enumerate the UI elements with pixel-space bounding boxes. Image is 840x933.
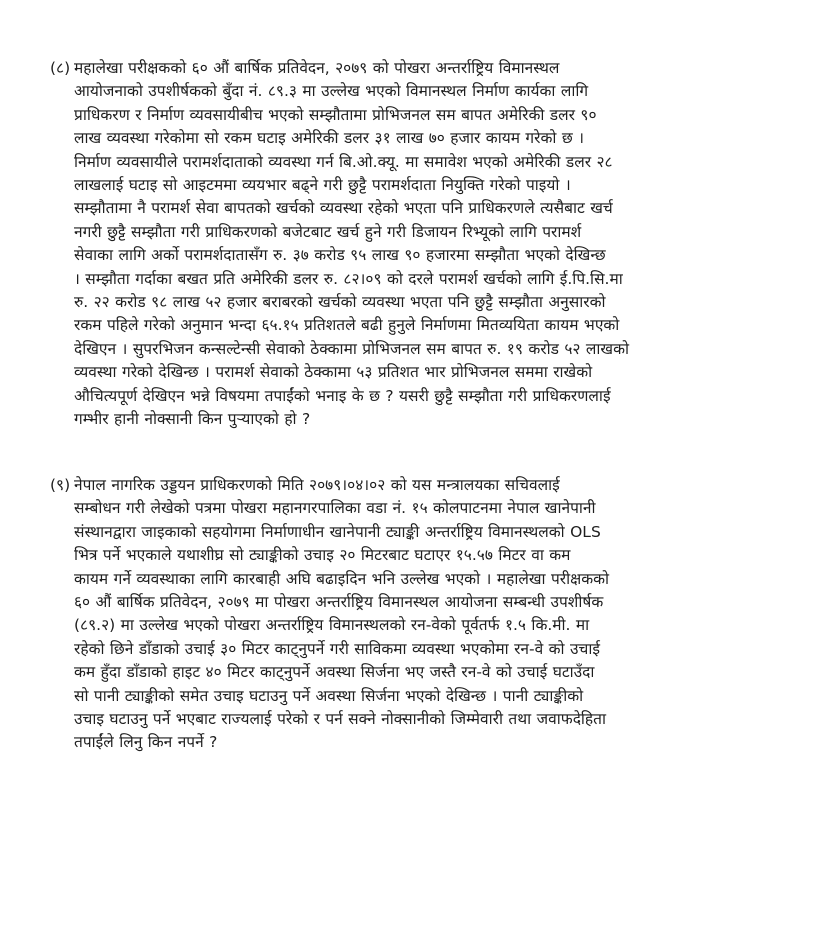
item-body	[74, 57, 795, 432]
text-line: सम्झौतामा नै परामर्श सेवा बापतको खर्चको व्यवस्था रहेको भएता पनि प्राधिकरणले त्यसैबाट खर्च	[74, 199, 613, 218]
text-line: उचाइ घटाउनु पर्ने भएबाट राज्यलाई परेको र पर्न सक्ने नोक्सानीको जिम्मेवारी तथा जवाफदेहिता	[74, 710, 607, 729]
text-line: सो पानी ट्याङ्कीको समेत उचाइ घटाउनु पर्ने अवस्था सिर्जना भएको देखिन्छ । पानी ट्याङ्कीको	[74, 686, 584, 705]
question-item-9	[50, 474, 795, 755]
text-line: औचित्यपूर्ण देखिएन भन्ने विषयमा तपाईंको भनाइ के छ ? यसरी छुट्टै सम्झौता गरी प्राधिकरणलाई	[74, 386, 611, 405]
text-line: व्यवस्था गरेको देखिन्छ । परामर्श सेवाको ठेक्कामा ५३ प्रतिशत भार प्रोभिजनल सममा राखेको	[74, 363, 593, 382]
text-line: (८९.२) मा उल्लेख भएको पोखरा अन्तर्राष्ट्रिय विमानस्थलको रन-वेको पूर्वतर्फ १.५ कि.मी. मा	[74, 616, 590, 635]
question-item-8	[50, 57, 795, 432]
text-line: आयोजनाको उपशीर्षकको बुँदा नं. ८९.३ मा उल्लेख भएको विमानस्थल निर्माण कार्यका लागि	[74, 82, 589, 101]
text-line: प्राधिकरण र निर्माण व्यवसायीबीच भएको सम्झौतामा प्रोभिजनल सम बापत अमेरिकी डलर ९०	[74, 105, 597, 124]
text-line: ६० औं बार्षिक प्रतिवेदन, २०७९ मा पोखरा अन्तर्राष्ट्रिय विमानस्थल आयोजना सम्बन्धी उपशीर्षक	[74, 593, 604, 612]
text-line: रु. २२ करोड ९८ लाख ५२ हजार बराबरको खर्चको व्यवस्था भएता पनि छुट्टै सम्झौता अनुसारको	[74, 293, 606, 312]
item-body	[74, 474, 795, 755]
text-line: कम हुँदा डाँडाको हाइट ४० मिटर काट्नुपर्ने अवस्था सिर्जना भए जस्तै रन-वे को उचाई घटाउँदा	[74, 663, 595, 682]
item-number: (८)	[50, 59, 71, 77]
text-line: नेपाल नागरिक उड्डयन प्राधिकरणको मिति २०७९।०४।०२ को यस मन्त्रालयका सचिवलाई	[74, 476, 560, 494]
text-line: । सम्झौता गर्दाका बखत प्रति अमेरिकी डलर रु. ८२।०९ को दरले परामर्श खर्चको लागि ई.पि.सि.मा	[74, 269, 623, 288]
text-line: महालेखा परीक्षकको ६० औं बार्षिक प्रतिवेदन, २०७९ को पोखरा अन्तर्राष्ट्रिय विमानस्थल	[74, 59, 560, 77]
text-line: नगरी छुट्टै सम्झौता गरी प्राधिकरणको बजेटबाट खर्च हुने गरी डिजायन रिभ्यूको लागि परामर्श	[74, 222, 582, 241]
text-line: लाखलाई घटाइ सो आइटममा व्ययभार बढ्ने गरी छुट्टै परामर्शदाता नियुक्ति गरेको पाइयो ।	[74, 176, 571, 195]
text-line: सेवाका लागि अर्को परामर्शदातासँग रु. ३७ करोड ९५ लाख ९० हजारमा सम्झौता भएको देखिन्छ	[74, 246, 606, 265]
text-line: देखिएन । सुपरभिजन कन्सल्टेन्सी सेवाको ठेक्कामा प्रोभिजनल सम बापत रु. १९ करोड ५२ लाखको	[74, 339, 629, 358]
text-line: भित्र पर्ने भएकाले यथाशीघ्र सो ट्याङ्कीको उचाइ २० मिटरबाट घटाएर १५.५७ मिटर वा कम	[74, 546, 571, 565]
text-line: तपाईंले लिनु किन नपर्ने ?	[74, 733, 218, 752]
text-line: संस्थानद्वारा जाइकाको सहयोगमा निर्माणाधीन खानेपानी ट्याङ्की अन्तर्राष्ट्रिय विमानस्थलको OLS	[74, 522, 601, 541]
text-line: सम्बोधन गरी लेखेको पत्रमा पोखरा महानगरपालिका वडा नं. १५ कोलपाटनमा नेपाल खानेपानी	[74, 499, 596, 518]
item-number: (९)	[50, 476, 71, 494]
text-line: लाख व्यवस्था गरेकोमा सो रकम घटाइ अमेरिकी डलर ३१ लाख ७० हजार कायम गरेको छ ।	[74, 129, 584, 148]
text-line: रकम पहिले गरेको अनुमान भन्दा ६५.१५ प्रतिशतले बढी हुनुले निर्माणमा मितव्ययिता कायम भएको	[74, 316, 620, 335]
text-line: निर्माण व्यवसायीले परामर्शदाताको व्यवस्था गर्न बि.ओ.क्यू. मा समावेश भएको अमेरिकी डलर २८	[74, 152, 613, 171]
text-line: रहेको छिने डाँडाको उचाई ३० मिटर काट्नुपर्ने गरी साविकमा व्यवस्था भएकोमा रन-वे को उचाई	[74, 639, 600, 658]
text-line: गम्भीर हानी नोक्सानी किन पुऱ्याएको हो ?	[74, 410, 311, 429]
text-line: कायम गर्ने व्यवस्थाका लागि कारबाही अघि बढाइदिन भनि उल्लेख भएको । महालेखा परीक्षकको	[74, 569, 610, 588]
